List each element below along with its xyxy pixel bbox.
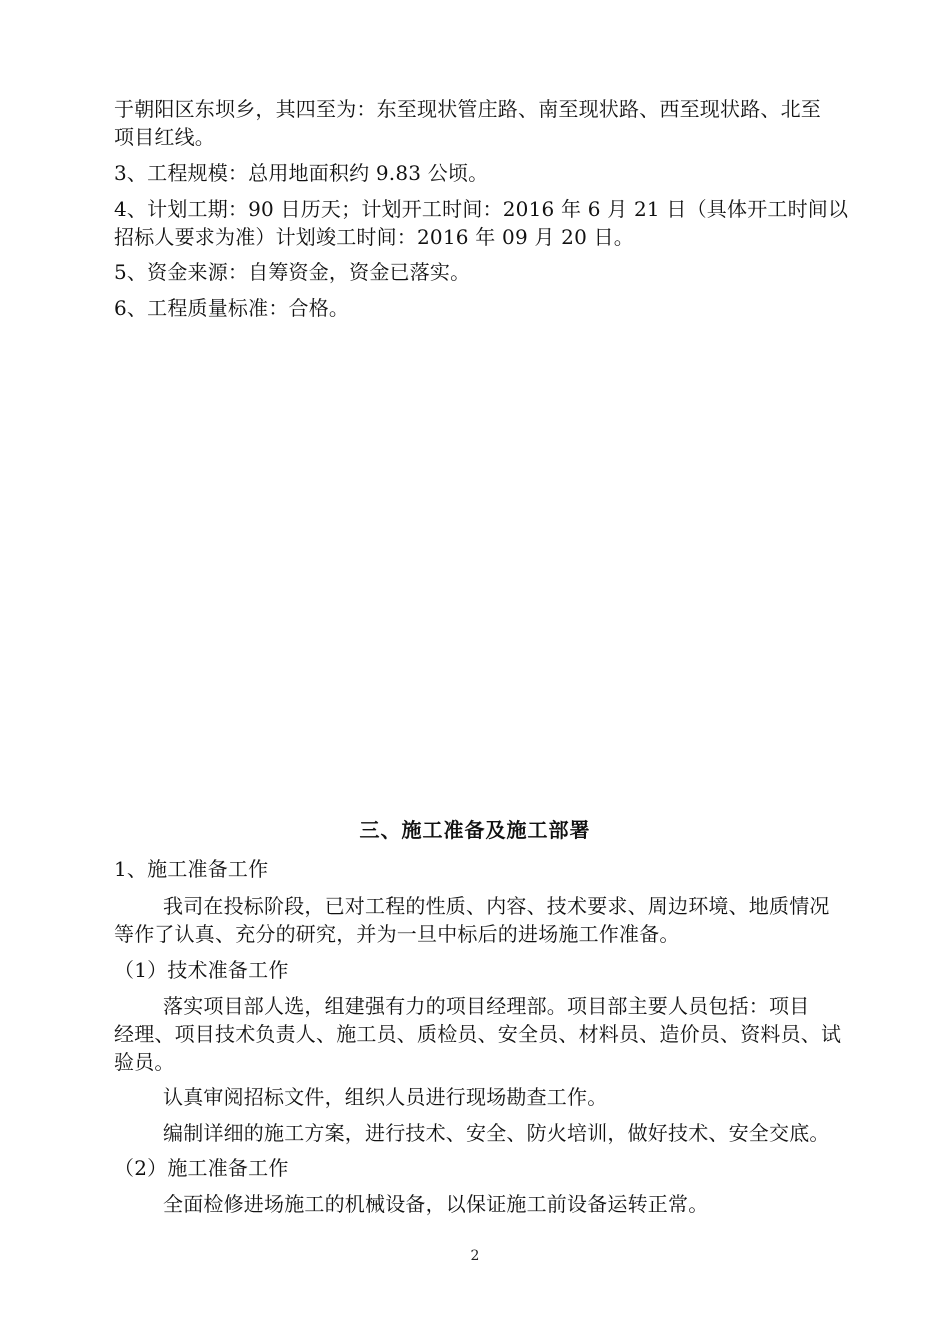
page-number: 2 [470, 1248, 480, 1264]
location-line-2: 项目红线。 [114, 125, 215, 149]
item-4-schedule-line-2: 招标人要求为准）计划竣工时间：2016 年 09 月 20 日。 [114, 225, 634, 249]
intro-paragraph-line-1: 我司在投标阶段，已对工程的性质、内容、技术要求、周边环境、地质情况 [163, 894, 830, 918]
item-3-scale: 3、工程规模：总用地面积约 9.83 公顷。 [114, 161, 489, 185]
tech-prep-paragraph-2: 认真审阅招标文件，组织人员进行现场勘查工作。 [163, 1085, 608, 1109]
item-6-quality: 6、工程质量标准：合格。 [114, 296, 350, 320]
tech-prep-paragraph-1-line-3: 验员。 [114, 1050, 175, 1074]
tech-prep-paragraph-1-line-1: 落实项目部人选，组建强有力的项目经理部。项目部主要人员包括：项目 [163, 994, 810, 1018]
item-5-funding: 5、资金来源：自筹资金，资金已落实。 [114, 260, 471, 284]
location-line-1: 于朝阳区东坝乡，其四至为：东至现状管庄路、南至现状路、西至现状路、北至 [114, 97, 821, 121]
item-4-schedule-line-1: 4、计划工期：90 日历天；计划开工时间：2016 年 6 月 21 日（具体开工时间以 [114, 197, 849, 221]
intro-paragraph-line-2: 等作了认真、充分的研究，并为一旦中标后的进场施工作准备。 [114, 922, 680, 946]
construction-prep-paragraph-1: 全面检修进场施工的机械设备，以保证施工前设备运转正常。 [163, 1192, 709, 1216]
tech-prep-title: （1）技术准备工作 [114, 958, 289, 982]
section-heading: 三、施工准备及施工部署 [359, 818, 591, 842]
tech-prep-paragraph-3: 编制详细的施工方案，进行技术、安全、防火培训，做好技术、安全交底。 [163, 1121, 830, 1145]
construction-prep-title: （2）施工准备工作 [114, 1156, 289, 1180]
tech-prep-paragraph-1-line-2: 经理、项目技术负责人、施工员、质检员、安全员、材料员、造价员、资料员、试 [114, 1022, 842, 1046]
subsection-1-title: 1、施工准备工作 [114, 857, 269, 881]
